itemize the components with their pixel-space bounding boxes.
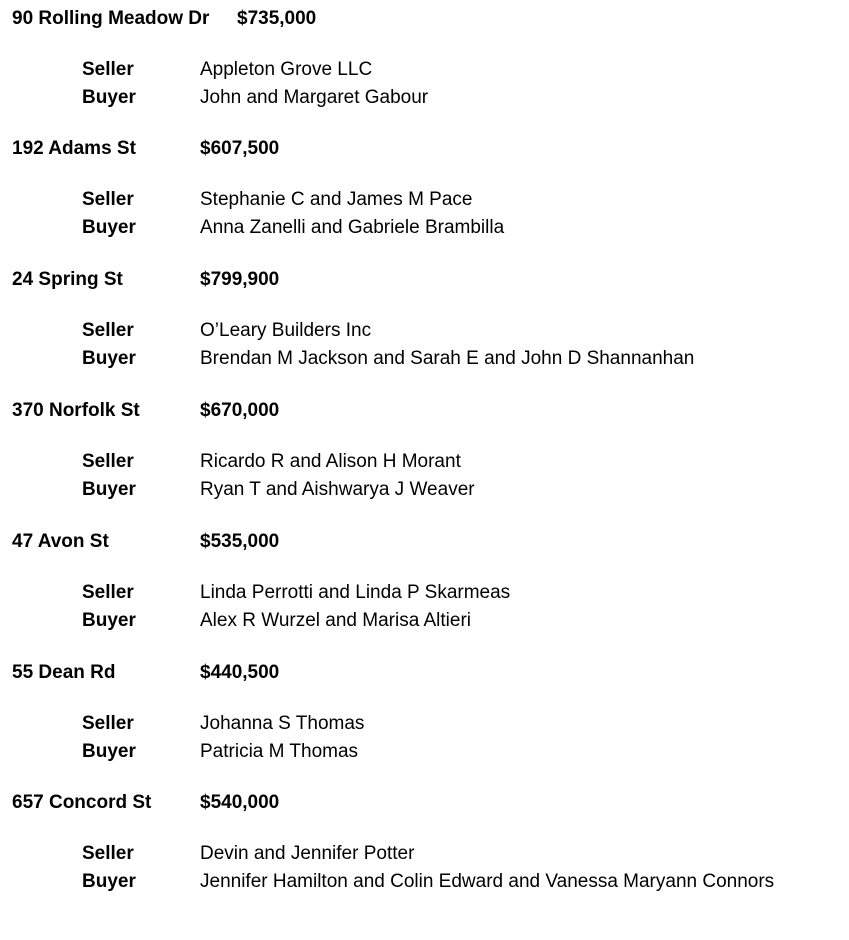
buyer-label: Buyer xyxy=(82,479,136,500)
property-address: 55 Dean Rd xyxy=(12,662,116,683)
seller-label: Seller xyxy=(82,189,134,210)
buyer-name: Patricia M Thomas xyxy=(200,741,359,762)
buyer-label: Buyer xyxy=(82,348,136,369)
seller-name: Stephanie C and James M Pace xyxy=(200,189,473,210)
property-address: 657 Concord St xyxy=(12,792,152,813)
property-address: 370 Norfolk St xyxy=(12,400,140,421)
property-entry xyxy=(0,134,849,254)
buyer-name: Ryan T and Aishwarya J Weaver xyxy=(200,479,475,500)
property-address: 24 Spring St xyxy=(12,269,123,290)
buyer-name: Jennifer Hamilton and Colin Edward and Vanessa Maryann Connors xyxy=(200,871,775,892)
sale-price: $440,500 xyxy=(200,662,280,683)
seller-name: Ricardo R and Alison H Morant xyxy=(200,451,461,472)
sale-price: $535,000 xyxy=(200,531,280,552)
seller-label: Seller xyxy=(82,59,134,80)
buyer-name: John and Margaret Gabour xyxy=(200,87,429,108)
property-address: 192 Adams St xyxy=(12,138,136,159)
seller-label: Seller xyxy=(82,582,134,603)
buyer-label: Buyer xyxy=(82,217,136,238)
property-address: 47 Avon St xyxy=(12,531,109,552)
buyer-label: Buyer xyxy=(82,741,136,762)
buyer-name: Anna Zanelli and Gabriele Brambilla xyxy=(200,217,505,238)
seller-name: Linda Perrotti and Linda P Skarmeas xyxy=(200,582,511,603)
sale-price: $670,000 xyxy=(200,400,280,421)
buyer-name: Alex R Wurzel and Marisa Altieri xyxy=(200,610,472,631)
property-entry xyxy=(0,4,849,124)
property-entry xyxy=(0,788,849,908)
property-entry xyxy=(0,396,849,516)
buyer-label: Buyer xyxy=(82,87,136,108)
seller-name: O’Leary Builders Inc xyxy=(200,320,372,341)
property-entry xyxy=(0,265,849,385)
seller-label: Seller xyxy=(82,843,134,864)
seller-label: Seller xyxy=(82,713,134,734)
property-entry xyxy=(0,658,849,778)
seller-name: Devin and Jennifer Potter xyxy=(200,843,415,864)
sale-price: $607,500 xyxy=(200,138,280,159)
buyer-label: Buyer xyxy=(82,610,136,631)
seller-label: Seller xyxy=(82,320,134,341)
buyer-name: Brendan M Jackson and Sarah E and John D Shannanhan xyxy=(200,348,695,369)
seller-name: Appleton Grove LLC xyxy=(200,59,373,80)
seller-name: Johanna S Thomas xyxy=(200,713,365,734)
sale-price: $735,000 xyxy=(237,8,317,29)
seller-label: Seller xyxy=(82,451,134,472)
sale-price: $540,000 xyxy=(200,792,280,813)
property-address: 90 Rolling Meadow Dr xyxy=(12,8,210,29)
sale-price: $799,900 xyxy=(200,269,280,290)
buyer-label: Buyer xyxy=(82,871,136,892)
property-entry xyxy=(0,527,849,647)
